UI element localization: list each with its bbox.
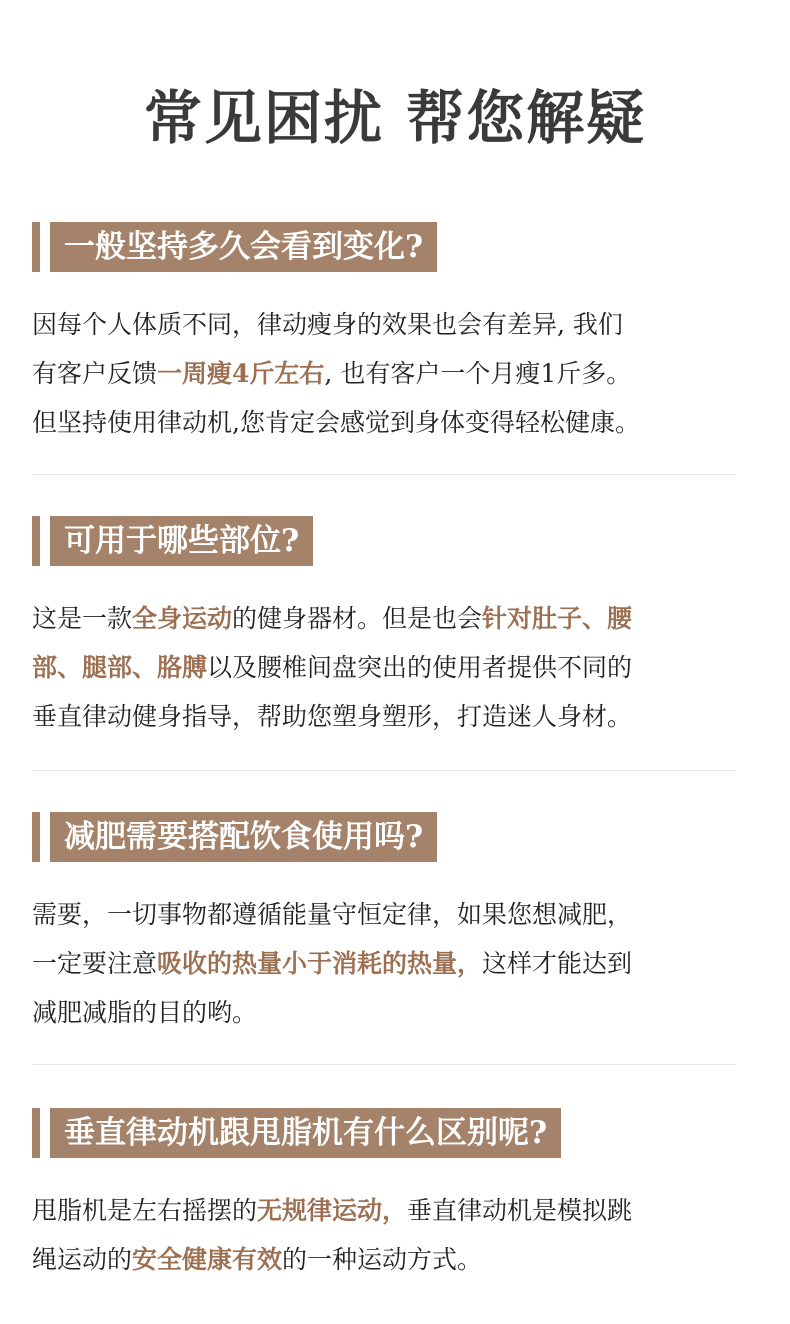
body-text-run: 这是一款 bbox=[32, 604, 133, 633]
heading-accent-bar bbox=[32, 222, 40, 272]
section-body bbox=[32, 1186, 758, 1284]
faq-section-1 bbox=[32, 222, 758, 447]
highlight-text: 吸收的热量小于消耗的热量， bbox=[157, 949, 483, 978]
highlight-text: 针对肚子、腰 bbox=[482, 604, 633, 633]
body-text-run: 减肥减脂的目的哟。 bbox=[32, 998, 258, 1027]
body-text-run: 垂直律动健身指导，帮助您塑身塑形，打造迷人身材。 bbox=[32, 702, 633, 731]
body-text-run: 但坚持使用律动机,您肯定会感觉到身体变得轻松健康。 bbox=[32, 408, 640, 437]
page-title: 常见困扰 帮您解疑 bbox=[143, 84, 647, 152]
section-heading bbox=[32, 222, 758, 272]
section-divider bbox=[32, 770, 736, 771]
section-divider bbox=[32, 1064, 736, 1065]
section-heading-label: 减肥需要搭配饮食使用吗? bbox=[50, 812, 437, 862]
highlight-text: 全身运动 bbox=[132, 604, 233, 633]
heading-accent-bar bbox=[32, 516, 40, 566]
section-heading-label: 垂直律动机跟甩脂机有什么区别呢? bbox=[50, 1108, 561, 1158]
body-text-run: 绳运动的 bbox=[32, 1245, 133, 1274]
section-heading bbox=[32, 812, 758, 862]
faq-section-2 bbox=[32, 516, 758, 741]
body-text-run: 一定要注意 bbox=[32, 949, 158, 978]
body-text-run: 甩脂机是左右摇摆的 bbox=[32, 1196, 258, 1225]
section-body bbox=[32, 890, 758, 1037]
body-text-run: 以及腰椎间盘突出的使用者提供不同的 bbox=[207, 653, 633, 682]
body-text-run: 的一种运动方式。 bbox=[282, 1245, 483, 1274]
section-body bbox=[32, 594, 758, 741]
section-heading-label: 可用于哪些部位? bbox=[50, 516, 313, 566]
faq-section-3 bbox=[32, 812, 758, 1037]
body-text-run: 因每个人体质不同，律动瘦身的效果也会有差异, 我们 bbox=[32, 310, 623, 339]
highlight-text: 安全健康有效 bbox=[132, 1245, 283, 1274]
section-heading bbox=[32, 516, 758, 566]
body-text-run: , 也有客户一个月瘦1斤多。 bbox=[324, 359, 632, 388]
body-text-run: 这样才能达到 bbox=[482, 949, 633, 978]
highlight-text: 部、腿部、胳膊 bbox=[32, 653, 208, 682]
highlight-text: 无规律运动， bbox=[257, 1196, 408, 1225]
section-divider bbox=[32, 474, 736, 475]
section-body bbox=[32, 300, 758, 447]
highlight-text: 一周瘦4斤左右 bbox=[157, 359, 325, 388]
body-text-run: 需要，一切事物都遵循能量守恒定律，如果您想减肥， bbox=[32, 900, 633, 929]
section-heading bbox=[32, 1108, 758, 1158]
body-text-run: 有客户反馈 bbox=[32, 359, 158, 388]
heading-accent-bar bbox=[32, 812, 40, 862]
heading-accent-bar bbox=[32, 1108, 40, 1158]
faq-section-4 bbox=[32, 1108, 758, 1284]
body-text-run: 的健身器材。但是也会 bbox=[232, 604, 483, 633]
section-heading-label: 一般坚持多久会看到变化? bbox=[50, 222, 437, 272]
body-text-run: 垂直律动机是模拟跳 bbox=[407, 1196, 633, 1225]
